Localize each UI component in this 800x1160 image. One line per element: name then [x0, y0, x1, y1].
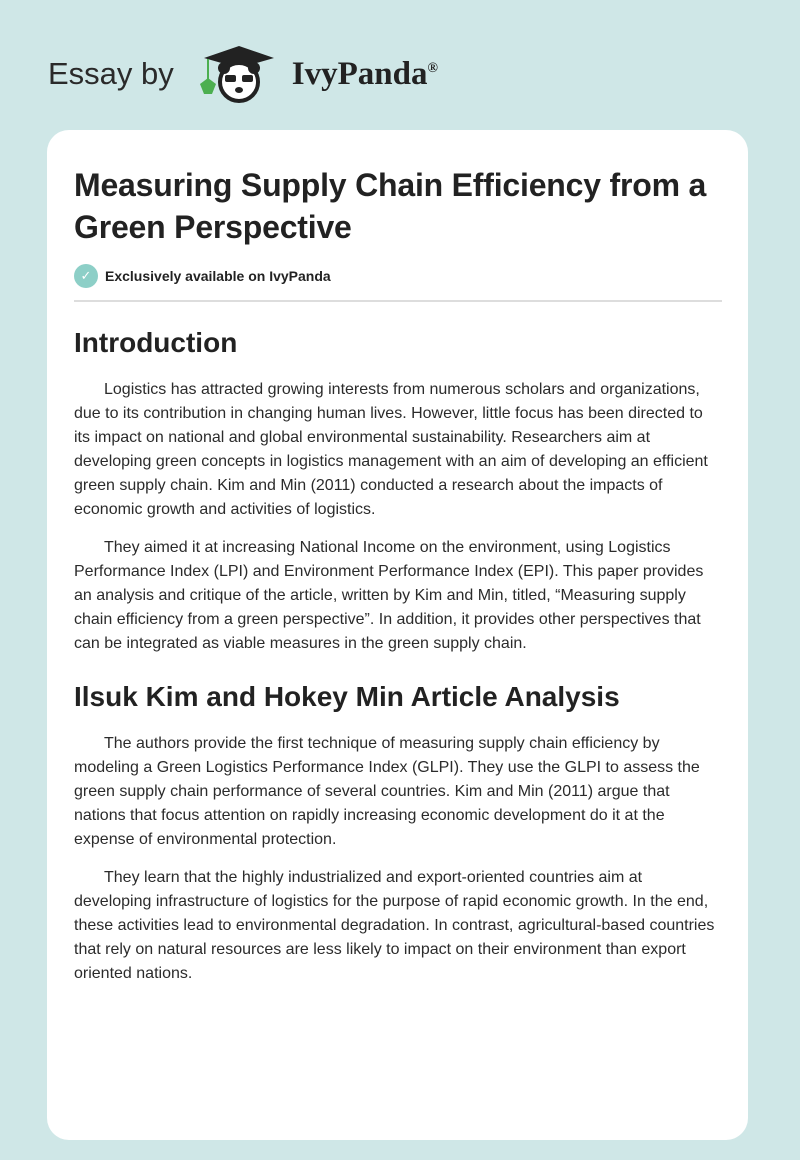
article-title: Measuring Supply Chain Efficiency from a Green Perspective	[74, 167, 707, 245]
paragraph: The authors provide the first technique of measuring supply chain efficiency by modeling a Green Logistics Performance Index (GLPI). They use the GLPI to assess the green supply chain performance of several countries. Kim and Min (2011) argue that nations that focus attention on rapidly increasing economic development do it at the expense of environmental protection.	[74, 735, 700, 848]
essay-by-label: Essay by	[48, 56, 174, 91]
check-icon: ✓	[74, 264, 98, 288]
brand-header	[48, 44, 438, 104]
panda-logo-icon	[194, 44, 284, 104]
ivypanda-wordmark	[292, 56, 438, 93]
section-heading: Introduction	[74, 327, 238, 358]
exclusive-badge	[74, 264, 722, 302]
brand-name: IvyPanda	[291, 55, 428, 92]
registered-mark: ®	[427, 60, 438, 76]
paragraph: Logistics has attracted growing interests from numerous scholars and organizations, due to its contribution in changing human lives. However, little focus has been directed to its impact on national and global environmental sustainability. Researchers aim at developing green concepts in logistics management with an aim of developing an efficient green supply chain. Kim and Min (2011) conducted a research about the impacts of economic growth and activities of logistics.	[74, 381, 708, 518]
paragraph: They learn that the highly industrialized and export-oriented countries aim at developing infrastructure of logistics for the purpose of rapid economic growth. In the end, these activities lead to environmental degradation. In contrast, agricultural-based countries that rely on natural resources are less likely to impact on their environment than export oriented nations.	[74, 869, 715, 982]
section-heading: Ilsuk Kim and Hokey Min Article Analysis	[74, 681, 620, 712]
exclusive-label: Exclusively available on IvyPanda	[105, 268, 331, 284]
article-card	[47, 130, 748, 1140]
paragraph: They aimed it at increasing National Income on the environment, using Logistics Performance Index (LPI) and Environment Performance Index (EPI). This paper provides an analysis and critique of the article, written by Kim and Min, titled, “Measuring supply chain efficiency from a green perspective”. In addition, it provides other perspectives that can be integrated as viable measures in the green supply chain.	[74, 539, 704, 652]
